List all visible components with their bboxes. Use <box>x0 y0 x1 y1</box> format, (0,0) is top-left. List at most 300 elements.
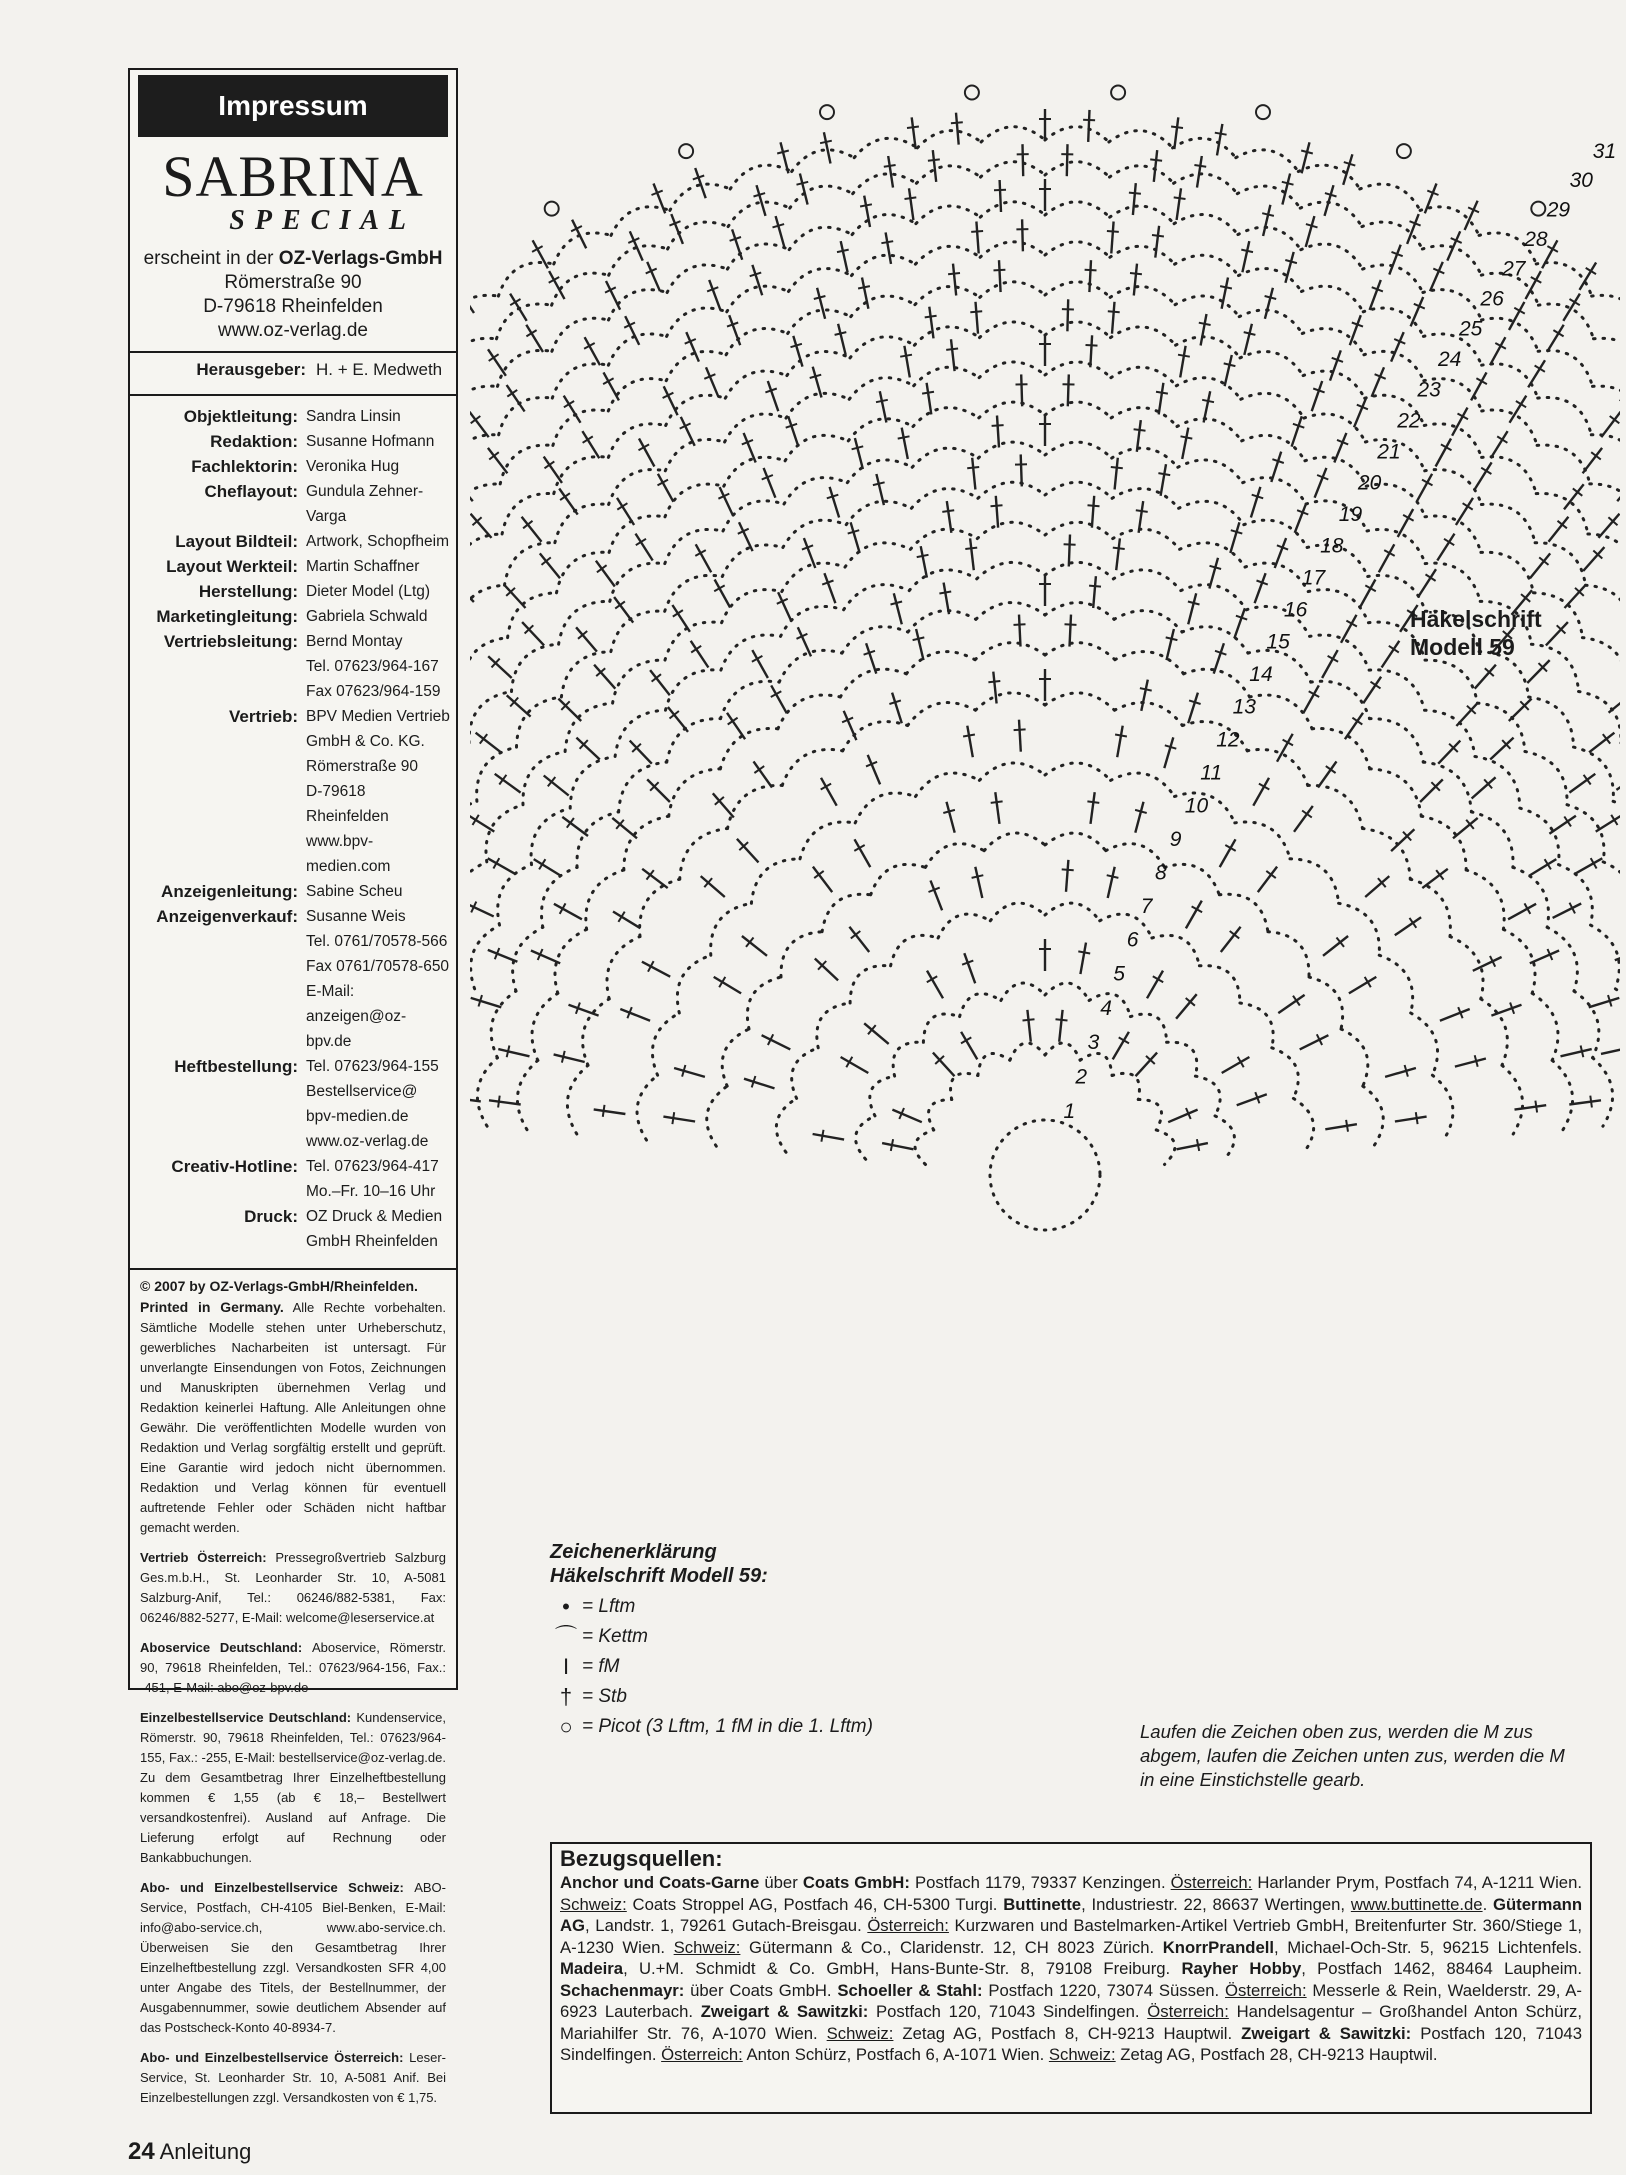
stitch-stb <box>956 113 959 145</box>
staff-row <box>136 604 450 629</box>
staff-row <box>136 1229 450 1254</box>
chain-loop <box>512 644 559 691</box>
stitch-stb-bar <box>946 349 958 350</box>
stitch-stb <box>1230 522 1239 553</box>
stitch-stb-bar <box>1156 392 1168 394</box>
stitch-stb-bar <box>1262 213 1274 216</box>
stitch-stb <box>976 222 978 254</box>
stitch-stb <box>1455 1059 1486 1067</box>
chain-loop <box>554 457 609 494</box>
chain-loop <box>1045 482 1112 498</box>
stitch-stb-bar <box>1136 510 1148 512</box>
stitch-stb <box>902 428 908 459</box>
chain-loop <box>1241 393 1304 418</box>
stitch-stb <box>1334 433 1346 463</box>
chain-loop <box>577 812 619 867</box>
chain-loop <box>1432 1075 1453 1140</box>
chain-loop <box>555 504 609 543</box>
chain-loop <box>817 1003 850 1048</box>
chain-loop <box>555 929 587 993</box>
chain-loop <box>1045 202 1110 217</box>
stitch-stb <box>1182 428 1188 459</box>
stitch-stb <box>1436 439 1451 467</box>
stitch-stb-bar <box>1166 637 1178 640</box>
chain-loop <box>871 864 926 894</box>
staff-row <box>136 929 450 954</box>
stitch-stb <box>1112 302 1115 334</box>
stitch-stb-bar <box>970 311 982 312</box>
round-number: 10 <box>1184 794 1209 818</box>
stitch-stb <box>866 643 876 673</box>
stitch-stb <box>1341 615 1357 643</box>
round-number: 13 <box>1232 695 1256 719</box>
staff-value: Bernd Montay <box>306 633 403 650</box>
round-number: 5 <box>1113 962 1125 986</box>
chain-loop <box>911 489 978 509</box>
chain-loop <box>781 606 844 636</box>
chain-loop <box>722 1029 749 1086</box>
chain-loop <box>1591 925 1620 989</box>
stitch-stb <box>1091 792 1095 824</box>
chain-loop <box>1529 697 1574 747</box>
stitch-stb-bar <box>858 286 870 288</box>
chain-loop <box>1115 652 1184 674</box>
stitch-stb-bar <box>972 875 984 878</box>
stitch-stb <box>696 544 712 572</box>
stitch-stb-bar <box>881 241 893 243</box>
chain-loop <box>850 966 891 1003</box>
stitch-stb <box>1549 816 1576 834</box>
stitch-stb <box>488 858 516 874</box>
chain-loop <box>1239 310 1302 334</box>
stitch-stb <box>1553 904 1582 918</box>
stitch-stb-bar <box>1065 624 1077 625</box>
chain-loop <box>1311 681 1370 718</box>
stitch-stb-bar <box>876 400 888 402</box>
publisher-info <box>130 247 456 343</box>
stitch-stb <box>1315 468 1327 498</box>
chain-loop <box>1112 1073 1139 1099</box>
staff-label: Cheflayout: <box>204 482 298 501</box>
stitch-stb <box>1069 535 1070 567</box>
stitch-stb <box>1197 156 1202 188</box>
chain-loop <box>1045 162 1110 177</box>
chain-loop <box>853 174 917 194</box>
chain-loop <box>1425 563 1480 601</box>
stitch-stb <box>1278 995 1304 1013</box>
chain-loop <box>1363 1086 1383 1146</box>
stitch-stb <box>1188 693 1198 724</box>
legend-item <box>550 1716 873 1738</box>
staff-row <box>136 1154 450 1179</box>
stitch-stb <box>1295 503 1307 533</box>
chain-loop <box>1421 816 1466 870</box>
chain-loop <box>1045 903 1100 921</box>
stitch-stb-bar <box>507 1046 510 1058</box>
chain-loop <box>1593 1058 1613 1126</box>
stitch-stb <box>830 487 840 518</box>
chain-loop <box>720 728 778 768</box>
chain-loop <box>727 286 789 312</box>
stitch-stb <box>1277 734 1293 762</box>
stitch-stb <box>636 534 653 561</box>
stitch-stb <box>947 501 952 533</box>
chain-loop <box>978 1054 1010 1076</box>
chain-loop <box>782 749 843 785</box>
staff-label <box>136 1179 306 1204</box>
stitch-stb <box>1306 216 1315 247</box>
stitch-stb-bar <box>835 332 847 335</box>
chain-loop <box>1475 757 1520 809</box>
chain-loop <box>976 603 1045 620</box>
stitch-stb-bar <box>900 355 912 357</box>
chain-loop <box>781 932 822 977</box>
chain-loop <box>532 993 558 1060</box>
chain-loop <box>792 1048 819 1099</box>
chain-loop <box>1303 371 1365 398</box>
stitch-stb <box>931 881 943 911</box>
chain-loop <box>1167 1042 1197 1076</box>
round-number: 14 <box>1249 663 1273 687</box>
stitch-stb <box>892 1110 921 1123</box>
stitch-stb-bar <box>1056 1019 1068 1020</box>
service-text: Leser-Service, St. Leonharder Str. 10, A-5081 Anif. Bei Einzelbestellungen zzgl. Versandkosten von € 1,75. <box>140 2050 446 2105</box>
stitch-stb <box>976 302 979 334</box>
chain-loop <box>665 529 723 563</box>
stitch-stb <box>1265 288 1273 319</box>
staff-label: Vertrieb: <box>229 707 298 726</box>
chain-loop <box>1341 1029 1368 1086</box>
stitch-stb-bar <box>1581 1046 1584 1058</box>
chain-loop <box>1301 244 1363 269</box>
chain-loop <box>975 643 1045 660</box>
chain-loop <box>553 410 608 445</box>
stitch-stb <box>1019 720 1021 752</box>
chain-loop <box>1411 1013 1438 1075</box>
stitch-stb <box>1067 299 1068 331</box>
chain-loop <box>1503 929 1535 993</box>
staff-row <box>136 679 450 704</box>
stitch-stb-bar <box>1089 586 1101 587</box>
stitch-stb-bar <box>907 127 919 129</box>
stitch-stb <box>1201 314 1207 346</box>
service-text: Aboservice, Römerstr. 90, 79618 Rheinfelden, Tel.: 07623/964-156, Fax.: -451, E-Mail: abo@oz-bpv.de <box>140 1640 446 1695</box>
bezugsquellen-text: Anchor und Coats-Garne über Coats GmbH: Postfach 1179, 79337 Kenzingen. Österreich: Harlander Prym, Postfach 74, A-1211 Wien. Schweiz: Coats Stroppel AG, Postfach 46, CH-5300 Turgi. Buttinette, Industriestr. 22, 86637 Wertingen, www.buttinette.de. Gütermann AG, Landstr. 1, 79261 Gutach-Breisgau. Österreich: Kurzwaren und Bastelmarken-Artikel Vertrieb GmbH, Breitenfurter Str. 360/Stiege 1, A-1230 Wien. Schweiz: Gütermann & Co., Claridenstr. 12, CH 8023 Zürich. KnorrPrandell, Michael-Och-Str. 5, 96215 Lichtenfels. Madeira, U.+M. Schmidt & Co. GmbH, Hans-Bunte-Str. 8, 79108 Freiburg. Rayher Hobby, Postfach 1462, 88464 Laupheim. Schachenmayr: über Coats GmbH. Schoeller & Stahl: Postfach 1220, 73074 Süssen. Österreich: Messerle & Rein, Waelderstr. 29, A-6923 Lauterbach. Zweigart & Sawitzki: Postfach 120, 71043 Sindelfingen. Österreich: Handelsagentur – Großhandel Anton Schürz, Mariahilfer Str. 76, A-1070 Wien. Schweiz: Zetag AG, Postfach 8, CH-9213 Hauptwil. Zweigart & Sawitzki: Postfach 120, 71043 Sindelfingen. Österreich: Anton Schürz, Postfach 6, A-1071 Wien. Schweiz: Zetag AG, Postfach 28, CH-9213 Hauptwil. <box>560 1873 1583 2064</box>
chain-loop <box>1174 215 1238 235</box>
herausgeber-row <box>130 353 456 386</box>
chain-loop <box>1175 255 1239 275</box>
stitch-stb-bar <box>928 159 940 160</box>
stitch-stb <box>1561 1049 1592 1056</box>
stitch-stb <box>526 325 543 352</box>
chain-loop <box>669 769 721 816</box>
staff-row <box>136 429 450 454</box>
stitch-stb-bar <box>922 392 934 394</box>
stitch-stb <box>1303 685 1319 713</box>
chain-loop <box>652 1013 679 1075</box>
stitch-stb-bar <box>1326 766 1336 773</box>
stitch-stb <box>975 867 982 898</box>
chain-loop <box>1179 501 1244 524</box>
picot <box>1256 105 1270 119</box>
stitch-stb-bar <box>925 316 937 318</box>
publisher-line: Römerstraße 90 <box>224 272 362 293</box>
stitch-stb <box>1155 226 1159 258</box>
chain-loop <box>980 282 1045 298</box>
stitch-stb-bar <box>1215 133 1227 135</box>
chain-loop <box>542 867 578 927</box>
chain-loop <box>856 1116 875 1159</box>
staff-row <box>136 979 450 1004</box>
staff-label: Redaktion: <box>210 432 298 451</box>
stitch-stb-bar <box>1107 875 1119 878</box>
stitch-stb <box>559 489 578 515</box>
stitch-stb <box>663 1117 695 1122</box>
stitch-stb-bar <box>1371 682 1381 689</box>
picot <box>1397 144 1411 158</box>
stitch-stb <box>1186 901 1202 929</box>
stitch-stb-bar <box>1224 363 1236 366</box>
impressum-header: Impressum <box>138 75 448 137</box>
chain-loop <box>1304 414 1365 442</box>
stitch-stb <box>1222 1057 1250 1073</box>
chain-loop <box>1379 955 1412 1013</box>
stitch-stb <box>1528 360 1545 387</box>
stitch-stb <box>880 391 887 422</box>
stitch-stb <box>1093 576 1096 608</box>
staff-label: Objektleitung: <box>183 407 298 426</box>
chain-loop <box>978 442 1045 458</box>
staff-label: Herstellung: <box>198 582 298 601</box>
service-entry <box>140 1708 446 1868</box>
chain-loop <box>916 773 980 796</box>
stitch-stb-bar <box>1346 1120 1348 1132</box>
chain-loop <box>1110 287 1175 305</box>
chain-loop <box>1360 184 1420 210</box>
brand-sub: SPECIAL <box>229 205 416 236</box>
chain-loop <box>776 1098 796 1152</box>
staff-value: Mo.–Fr. 10–16 Uhr <box>306 1183 436 1200</box>
chain-loop <box>499 398 553 435</box>
chain-loop <box>847 460 912 483</box>
chain-loop <box>1552 1060 1572 1129</box>
chain-loop <box>1582 638 1620 687</box>
stitch-stb-bar <box>837 250 849 253</box>
stitch-stb <box>1389 245 1400 275</box>
staff-value: Dieter Model (Ltg) <box>306 583 431 600</box>
chain-loop <box>1045 522 1113 538</box>
section-name: Anleitung <box>159 2139 252 2164</box>
stitch-stb <box>1080 943 1086 975</box>
stitch-stb-bar <box>1023 1019 1035 1020</box>
chain-loop <box>1180 543 1245 567</box>
chain-loop <box>1424 424 1481 458</box>
stitch-stb <box>804 538 815 568</box>
staff-value: Fax 0761/70578-650 <box>306 958 450 975</box>
stitch-stb <box>1385 1068 1416 1077</box>
stitch-stb-bar <box>1220 286 1232 288</box>
chain-loop <box>855 793 915 823</box>
chain-loop <box>1111 327 1176 345</box>
chain-loop <box>787 352 850 376</box>
stitch-stb <box>1217 124 1222 155</box>
staff-label: Fachlektorin: <box>191 457 298 476</box>
stitch-stb <box>817 288 825 319</box>
chain-loop <box>1045 282 1110 298</box>
legend-symbol: ⌒ <box>554 1624 577 1649</box>
stitch-stb <box>824 132 831 163</box>
chain-loop <box>619 762 667 812</box>
stitch-stb <box>1204 391 1211 422</box>
stitch-stb-bar <box>1426 574 1436 581</box>
chain-loop <box>728 785 783 828</box>
stitch-stb <box>1282 174 1290 205</box>
stitch-stb <box>1395 917 1421 935</box>
stitch-stb <box>470 579 474 602</box>
chain-loop <box>486 805 523 862</box>
stitch-stb <box>967 726 973 758</box>
stitch-stb <box>534 859 561 876</box>
staff-row <box>136 729 450 754</box>
herausgeber-label: Herausgeber: <box>196 360 306 379</box>
chain-loop <box>1367 529 1425 563</box>
chain-loop <box>1410 879 1450 936</box>
stitch-stb <box>1027 1010 1030 1042</box>
stitch-stb-bar <box>820 141 832 144</box>
stitch-stb <box>927 383 932 415</box>
stitch-stb <box>921 546 927 577</box>
stitch-stb <box>1225 355 1232 386</box>
staff-label: Heftbestellung: <box>174 1057 298 1076</box>
chain-loop <box>677 955 710 1013</box>
stitch-stb <box>488 448 508 473</box>
stitch-stb <box>572 220 586 249</box>
stitch-stb-bar <box>1389 646 1399 653</box>
publisher-line: D-79618 Rheinfelden <box>203 296 383 317</box>
stitch-stb-bar <box>1181 436 1193 438</box>
chain-loop <box>1175 296 1239 317</box>
center-ring <box>990 1120 1100 1230</box>
staff-label: Creativ-Hotline: <box>171 1157 298 1176</box>
stitch-stb-bar <box>498 1096 500 1108</box>
stitch-stb <box>1220 839 1236 867</box>
stitch-stb <box>1111 222 1113 254</box>
chain-loop <box>1199 966 1240 1003</box>
staff-value: Artwork, Schopfheim <box>306 533 449 550</box>
chain-loop <box>1111 408 1177 427</box>
stitch-stb <box>793 336 802 367</box>
chain-loop <box>1236 150 1299 172</box>
stitch-stb <box>894 593 902 624</box>
chain-loop <box>1174 174 1238 194</box>
stitch-stb <box>909 188 913 220</box>
chain-loop <box>502 493 554 534</box>
staff-value: Gundula Zehner-Varga <box>306 483 424 525</box>
stitch-stb <box>1382 641 1400 668</box>
chain-loop <box>727 244 789 269</box>
chain-loop <box>1045 402 1111 418</box>
stitch-stb <box>1164 737 1173 768</box>
stitch-stb <box>714 977 741 994</box>
stitch-stb-bar <box>691 646 701 653</box>
staff-value: Römerstraße 90 <box>306 758 418 775</box>
impressum-box <box>128 68 458 2105</box>
stitch-stb <box>944 583 949 615</box>
chain-loop <box>790 186 853 208</box>
stitch-stb <box>757 185 766 216</box>
stitch-stb <box>625 316 639 345</box>
chain-loop <box>1425 660 1477 703</box>
stitch-stb-bar <box>1174 197 1186 199</box>
stitch-stb <box>964 953 975 983</box>
stitch-stb <box>1300 1035 1329 1049</box>
round-number: 12 <box>1216 728 1240 752</box>
legend-title: Häkelschrift Modell 59: <box>550 1565 768 1587</box>
stitch-stb <box>1244 324 1252 355</box>
chain-loop <box>1538 350 1592 386</box>
legend-item <box>550 1656 873 1678</box>
stitch-stb <box>1092 496 1094 528</box>
staff-value: Susanne Weis <box>306 908 406 925</box>
stitch-stb-bar <box>1171 127 1183 129</box>
legend-text: = fM <box>582 1656 620 1677</box>
stitch-stb <box>606 281 620 310</box>
chain-loop <box>844 585 910 610</box>
stitch-stb <box>489 1100 521 1104</box>
staff-row <box>136 1054 450 1079</box>
chain-loop <box>800 822 855 859</box>
round-number: 11 <box>1200 761 1223 785</box>
chain-loop <box>1113 570 1181 591</box>
stitch-stb <box>771 685 787 713</box>
stitch-stb <box>993 672 996 704</box>
chain-loop <box>990 903 1045 921</box>
stitch-stb <box>1583 448 1603 473</box>
chain-loop <box>1482 410 1537 445</box>
staff-label <box>136 1129 306 1154</box>
stitch-stb <box>727 713 745 739</box>
staff-value: Sabine Scheu <box>306 883 403 900</box>
stitch-stb <box>533 240 548 268</box>
stitch-stb-bar <box>567 818 574 828</box>
stitch-stb-bar <box>754 766 764 773</box>
stitch-stb <box>585 337 600 365</box>
legend-symbol: ○ <box>559 1714 573 1739</box>
chain-loop <box>981 127 1045 142</box>
chain-loop <box>980 242 1045 257</box>
stitch-stb <box>844 711 857 740</box>
chain-loop <box>1310 635 1370 670</box>
chain-loop <box>1370 719 1424 763</box>
chain-loop <box>1370 769 1422 816</box>
chain-loop <box>1045 242 1110 257</box>
stitch-stb-bar <box>965 548 977 549</box>
chain-loop <box>1603 862 1620 923</box>
stitch-stb-bar <box>1078 951 1090 953</box>
chain-loop <box>470 585 505 632</box>
staff-label <box>136 679 306 704</box>
stitch-stb <box>1167 629 1174 660</box>
chain-loop <box>1293 1098 1313 1152</box>
stitch-stb <box>1108 867 1115 898</box>
legend-item <box>550 1596 873 1618</box>
stitch-stb <box>1133 183 1136 215</box>
chain-loop <box>789 269 852 292</box>
service-entry <box>140 1878 446 2038</box>
stitch-stb <box>564 396 581 423</box>
stitch-stb <box>620 1009 650 1021</box>
publisher-name: OZ-Verlags-GmbH <box>278 248 443 269</box>
